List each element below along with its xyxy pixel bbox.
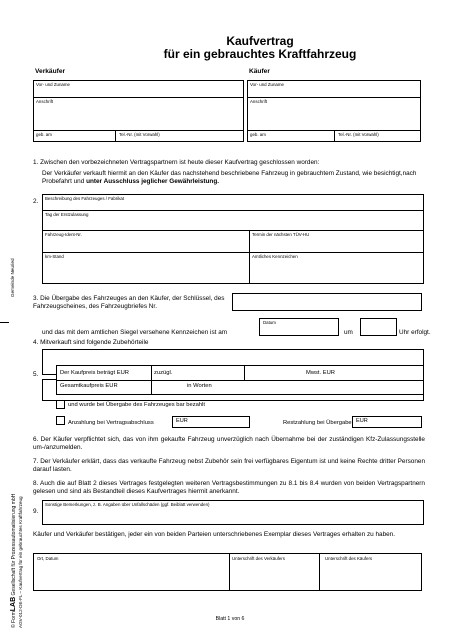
cash-paid-checkbox[interactable] [56, 400, 65, 409]
vehicle-divider-2 [43, 230, 423, 231]
seller-divider-1 [34, 97, 243, 98]
seller-phone-label: Tel.-Nr. (mit Vorwahl) [119, 132, 160, 137]
price-divider-2 [244, 366, 245, 380]
deposit-checkbox[interactable] [56, 416, 65, 425]
vat-label: Mwst. EUR [306, 370, 335, 376]
vehicle-description-label: Beschreibung des Fahrzeuges / Fabrikat [45, 196, 125, 201]
remarks-label: Sonstige Bemerkungen, z. B. Angaben über Unfallschäden (ggf. Beiblatt verwenden) [45, 502, 210, 507]
signature-divider-1 [229, 554, 230, 590]
vehicle-divider-1 [43, 210, 423, 211]
tuv-label: Termin der nächsten TÜV-HU [252, 232, 310, 237]
fold-mark [0, 322, 9, 323]
brand-company: Gesellschaft für Prozessautomatisierung mbH [11, 493, 17, 597]
section-7-text: 7. Der Verkäufer erklärt, dass das verkaufte Fahrzeug nebst Zubehör sein frei verfügbares Eigentum ist und keine Rechte dritter Personen darauf lasten. [33, 458, 425, 473]
price-label: Der Kaufpreis beträgt EUR [60, 370, 129, 376]
price-divider-3 [57, 380, 423, 381]
signature-divider-2 [319, 554, 320, 590]
section-1-warranty-exclusion: unter Ausschluss jeglicher Gewährleistung. [86, 177, 219, 185]
buyer-birth-label: geb. am [250, 132, 266, 137]
page-number: Blatt 1 von 6 [215, 616, 245, 622]
vehicle-divider-4 [43, 252, 423, 253]
amount-in-words-label: in Worten [187, 383, 212, 389]
remaining-currency: EUR [356, 418, 368, 424]
registration-doc-box [232, 293, 422, 311]
first-registration-label: Tag der Erstzulassung [45, 212, 89, 217]
section-6-text: 6. Der Käufer verpflichtet sich, das von ihm gekaufte Fahrzeug unverzüglich nach Übernahme bei der zuständigen Kfz-Zulassungsstelle um-/anzumelden. [33, 436, 425, 451]
cash-paid-label: und wurde bei Übergabe des Fahrzeuges bar bezahlt [68, 402, 205, 408]
section-2-number: 2. [33, 198, 39, 205]
remaining-label: Restzahlung bei Übergabe [283, 420, 352, 426]
deposit-label: Anzahlung bei Vertragsabschluss [68, 420, 154, 426]
seller-box [33, 80, 244, 142]
section-1-intro: 1. Zwischen den vorbezeichneten Vertragspartnern ist heute dieser Kaufvertrag geschlossen worden: [33, 159, 320, 166]
handover-time-box [360, 318, 397, 336]
brand-form: © Form [11, 611, 17, 628]
title-line-1: Kaufvertrag [226, 34, 294, 48]
section-4-text: 4. Mitverkauft sind folgende Zubehörteile [33, 339, 149, 346]
buyer-heading: Käufer [249, 68, 270, 75]
seller-signature-label: Unterschrift des Verkäufers [232, 556, 285, 561]
section-3-handover-line: und das mit dem amtlichen Siegel versehene Kennzeichen ist am [42, 329, 228, 336]
buyer-address-label: Anschrift [250, 99, 268, 104]
vat-plus-label: zuzügl. [154, 370, 173, 376]
buyer-box [247, 80, 421, 142]
brand-lab: LAB [10, 596, 17, 612]
margin-form-code: AGV-012-DE-FL – Kaufvertrag für ein gebrauchtes Kraftfahrzeug [18, 496, 23, 628]
buyer-signature-label: Unterschrift des Käufers [325, 556, 373, 561]
seller-heading: Verkäufer [35, 68, 66, 75]
handover-date-label: Datum [263, 320, 276, 325]
seller-divider-2 [34, 130, 243, 131]
deposit-currency: EUR [176, 418, 188, 424]
vehicle-box [42, 194, 424, 284]
handover-date-box [259, 318, 339, 336]
total-price-label: Gesamtkaufpreis EUR [60, 383, 118, 389]
signature-box [33, 553, 422, 591]
section-1-text: Der Verkäufer verkauft hiermit an den Käufer das nachstehend beschriebene Fahrzeug in gebrauchtem Zustand, wie besichtigt,nach Probefahrt und [42, 170, 417, 185]
deposit-amount-box [172, 416, 250, 428]
seller-name-label: Vor- und Zuname [36, 82, 70, 87]
buyer-phone-label: Tel.-Nr. (mit Vorwahl) [338, 132, 379, 137]
handover-done-label: Uhr erfolgt. [399, 329, 431, 336]
margin-notice: Gemeinde Neuried [10, 258, 15, 297]
section-9-number: 9. [33, 508, 39, 515]
page-title [120, 35, 400, 61]
margin-brand [10, 494, 17, 628]
price-table [56, 365, 424, 395]
place-date-label: Ort, Datum [37, 556, 59, 561]
section-8-text: 8. Auch die auf Blatt 2 dieses Vertrages festgelegten weiteren Vertragsbestimmungen zu 8.1 bis 8.4 wurden von beiden Vertragspartnern gelesen und sind als Bestandteil dieses Kaufvertrages hiermit anerkannt. [33, 480, 425, 495]
closing-statement: Käufer und Verkäufer bestätigen, jeder ein von beiden Parteien unterschriebenes Exemplar dieses Vertrages erhalten zu haben. [33, 531, 396, 538]
buyer-divider-3 [334, 130, 335, 141]
seller-address-label: Anschrift [36, 99, 54, 104]
section-5-number: 5. [33, 371, 39, 378]
section-3-text: 3. Die Übergabe des Fahrzeuges an den Käufer, der Schlüssel, des Fahrzeugscheines, des Fahrzeugbriefes Nr. [33, 295, 225, 310]
plate-label: Amtliches Kennzeichen [252, 254, 298, 259]
remarks-box [42, 500, 424, 525]
seller-divider-3 [115, 130, 116, 141]
mileage-label: km-Stand [45, 254, 64, 259]
remaining-amount-box [352, 416, 422, 428]
section-1-paragraph [42, 170, 426, 186]
handover-time-label: um [344, 329, 353, 336]
vin-label: Fahrzeug-Ident-Nr. [45, 232, 82, 237]
seller-birth-label: geb. am [36, 132, 52, 137]
buyer-name-label: Vor- und Zuname [250, 82, 284, 87]
vehicle-divider-3 [249, 230, 250, 283]
buyer-divider-1 [248, 97, 420, 98]
title-line-2: für ein gebrauchtes Kraftfahrzeug [163, 47, 357, 61]
